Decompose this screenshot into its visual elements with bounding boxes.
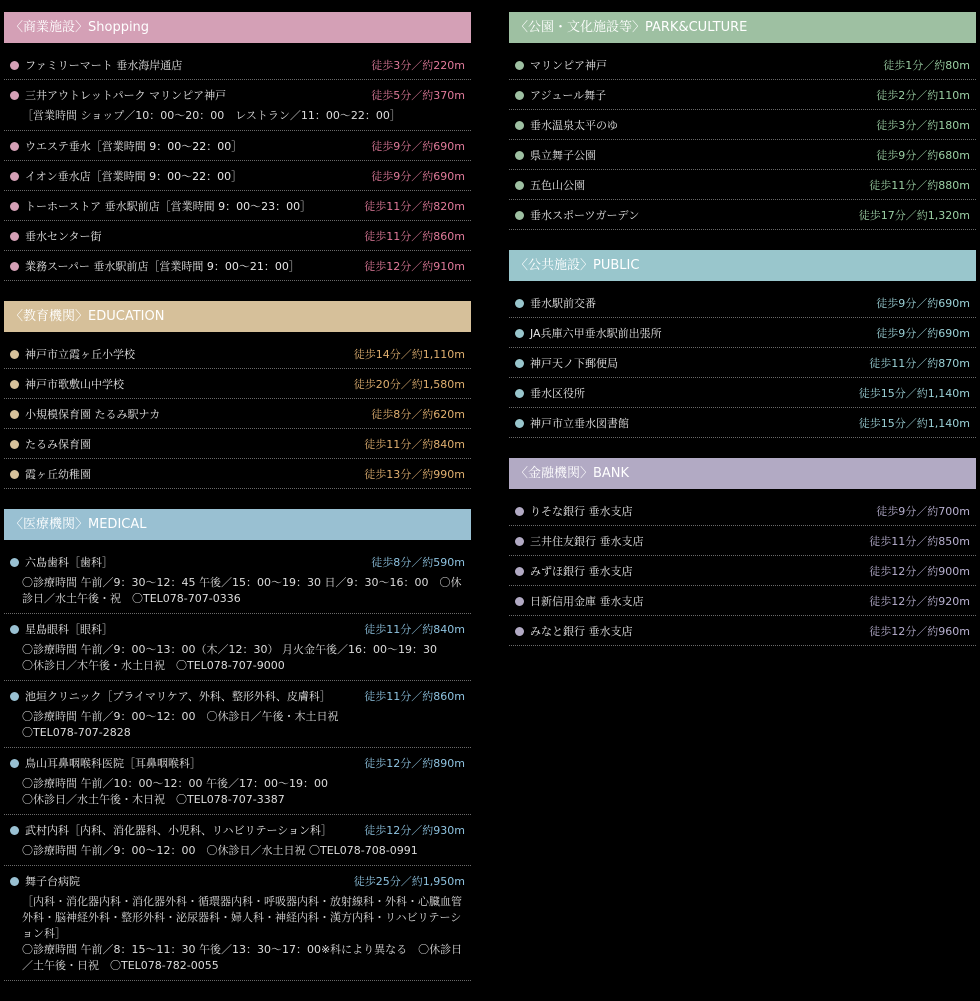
list-item-row	[515, 295, 970, 311]
walking-distance: 徒歩11分／約850m	[869, 535, 970, 548]
list-item	[509, 110, 976, 140]
facility-detail-line: ［内科・消化器内科・消化器外科・循環器内科・呼吸器内科・放射線科・外科・心臓血管外科・脳神経外科・整形外科・泌尿器科・婦人科・神経内科・漢方内科・リハビリテーション科］	[22, 895, 462, 940]
list-item	[4, 459, 471, 489]
list-item	[509, 170, 976, 200]
bullet-dot-icon	[515, 419, 524, 428]
bullet-dot-icon	[515, 567, 524, 576]
bullet-dot-icon	[515, 181, 524, 190]
list-item-row	[10, 57, 465, 73]
facility-name	[10, 688, 331, 704]
list-item-row	[10, 621, 465, 637]
facility-name	[10, 436, 91, 452]
walking-distance: 徒歩15分／約1,140m	[858, 387, 970, 400]
list-item-row	[515, 503, 970, 519]
bullet-dot-icon	[515, 537, 524, 546]
list-item-row	[515, 415, 970, 431]
bullet-dot-icon	[10, 826, 19, 835]
walking-distance: 徒歩12分／約960m	[869, 625, 970, 638]
facility-name	[515, 415, 629, 431]
walking-distance: 徒歩20分／約1,580m	[353, 378, 465, 391]
walking-distance: 徒歩12分／約910m	[364, 260, 465, 273]
list-item	[4, 251, 471, 281]
bullet-dot-icon	[515, 627, 524, 636]
bullet-dot-icon	[10, 410, 19, 419]
section-shopping	[4, 12, 471, 281]
walking-distance: 徒歩11分／約880m	[869, 179, 970, 192]
facility-name-text: JA兵庫六甲垂水駅前出張所	[530, 327, 662, 340]
facility-name	[10, 554, 113, 570]
list-item-row	[515, 207, 970, 223]
bullet-dot-icon	[515, 507, 524, 516]
list-item	[509, 200, 976, 230]
list-item	[509, 288, 976, 318]
list-item-row	[10, 258, 465, 274]
facility-name	[515, 57, 607, 73]
walking-distance: 徒歩11分／約840m	[364, 438, 465, 451]
facility-name	[10, 376, 124, 392]
bullet-dot-icon	[10, 625, 19, 634]
walking-distance: 徒歩3分／約180m	[876, 119, 970, 132]
list-item-row	[10, 688, 465, 704]
list-item-row	[10, 87, 465, 103]
facility-name-text: 神戸市立垂水図書館	[530, 417, 629, 430]
facility-name	[515, 325, 662, 341]
bullet-dot-icon	[10, 470, 19, 479]
list-item	[509, 318, 976, 348]
facility-name-text: 県立舞子公園	[530, 149, 596, 162]
section-header-bank: 〈金融機関〉BANK	[509, 458, 976, 489]
list-item-row	[10, 228, 465, 244]
list-item-row	[515, 563, 970, 579]
facility-list-education	[4, 339, 471, 489]
facility-list-public	[509, 288, 976, 438]
list-item	[4, 131, 471, 161]
list-item-row	[515, 623, 970, 639]
facility-name	[515, 117, 618, 133]
facility-name-text: みずほ銀行 垂水支店	[530, 565, 633, 578]
list-item-row	[10, 873, 465, 889]
list-item	[4, 866, 471, 981]
left-column	[4, 12, 471, 1001]
section-header-education: 〈教育機関〉EDUCATION	[4, 301, 471, 332]
facility-detail	[10, 894, 465, 974]
facility-detail-line: 〇診療時間 午前／10：00〜12：00 午後／17：00〜19：00	[22, 777, 328, 790]
list-item-row	[10, 346, 465, 362]
section-park	[509, 12, 976, 230]
bullet-dot-icon	[10, 759, 19, 768]
facility-list-medical	[4, 547, 471, 981]
facility-name-text: 垂水区役所	[530, 387, 585, 400]
list-item	[4, 815, 471, 866]
list-item	[509, 348, 976, 378]
section-public	[509, 250, 976, 438]
section-header-public: 〈公共施設〉PUBLIC	[509, 250, 976, 281]
section-education	[4, 301, 471, 489]
list-item	[4, 50, 471, 80]
facility-detail-line: 〇休診日／木午後・水土日祝 〇TEL078-707-9000	[22, 659, 285, 672]
walking-distance: 徒歩12分／約900m	[869, 565, 970, 578]
facility-detail	[10, 108, 465, 124]
walking-distance: 徒歩2分／約110m	[876, 89, 970, 102]
bullet-dot-icon	[10, 202, 19, 211]
facility-name	[515, 87, 606, 103]
list-item	[509, 496, 976, 526]
facility-name-text: 武村内科［内科、消化器科、小児科、リハビリテーション科］	[25, 824, 333, 837]
facility-detail-line: 〇診療時間 午前／9：00〜12：00 〇休診日／水土日祝 〇TEL078-708-0991	[22, 844, 418, 857]
facility-name	[10, 406, 160, 422]
bullet-dot-icon	[515, 359, 524, 368]
facility-name	[10, 198, 311, 214]
list-item	[509, 408, 976, 438]
section-bank	[509, 458, 976, 646]
bullet-dot-icon	[515, 121, 524, 130]
walking-distance: 徒歩9分／約690m	[876, 327, 970, 340]
walking-distance: 徒歩9分／約690m	[371, 140, 465, 153]
list-item	[4, 339, 471, 369]
bullet-dot-icon	[515, 329, 524, 338]
walking-distance: 徒歩11分／約840m	[364, 623, 465, 636]
list-item-row	[515, 385, 970, 401]
list-item-row	[515, 57, 970, 73]
facility-name	[10, 822, 332, 838]
list-item-row	[10, 168, 465, 184]
facility-name-text: 業務スーパー 垂水駅前店［営業時間 9：00〜21：00］	[25, 260, 300, 273]
facility-name-text: 垂水温泉太平のゆ	[530, 119, 618, 132]
facility-name-text: 小規模保育園 たるみ駅ナカ	[25, 408, 161, 421]
facility-name	[515, 177, 585, 193]
bullet-dot-icon	[515, 597, 524, 606]
walking-distance: 徒歩13分／約990m	[364, 468, 465, 481]
facility-name	[10, 755, 201, 771]
bullet-dot-icon	[10, 61, 19, 70]
bullet-dot-icon	[10, 232, 19, 241]
walking-distance: 徒歩11分／約860m	[364, 230, 465, 243]
walking-distance: 徒歩9分／約690m	[371, 170, 465, 183]
list-item	[509, 616, 976, 646]
walking-distance: 徒歩5分／約370m	[371, 89, 465, 102]
list-item-row	[515, 325, 970, 341]
facility-list-bank	[509, 496, 976, 646]
facility-name	[10, 168, 242, 184]
facility-name-text: 舞子台病院	[25, 875, 80, 888]
walking-distance: 徒歩11分／約870m	[869, 357, 970, 370]
list-item-row	[515, 117, 970, 133]
bullet-dot-icon	[10, 877, 19, 886]
facility-list-shopping	[4, 50, 471, 281]
list-item-row	[10, 406, 465, 422]
bullet-dot-icon	[10, 440, 19, 449]
facility-name-text: 池垣クリニック［プライマリケア、外科、整形外科、皮膚科］	[25, 690, 331, 703]
list-item	[4, 221, 471, 251]
list-item	[4, 80, 471, 131]
list-item-row	[515, 593, 970, 609]
bullet-dot-icon	[10, 172, 19, 181]
list-item-row	[515, 177, 970, 193]
bullet-dot-icon	[515, 151, 524, 160]
walking-distance: 徒歩14分／約1,110m	[353, 348, 465, 361]
facility-name-text: 霞ヶ丘幼稚園	[25, 468, 91, 481]
facility-name-text: 三井アウトレットパーク マリンピア神戸	[25, 89, 227, 102]
facility-name	[10, 228, 102, 244]
facility-detail-line: 〇TEL078-707-2828	[22, 726, 131, 739]
walking-distance: 徒歩25分／約1,950m	[353, 875, 465, 888]
facility-name	[10, 138, 242, 154]
list-item	[509, 556, 976, 586]
facility-name-text: アジュール舞子	[530, 89, 607, 102]
list-item-row	[10, 755, 465, 771]
list-item	[509, 80, 976, 110]
walking-distance: 徒歩8分／約620m	[371, 408, 465, 421]
list-item	[4, 399, 471, 429]
facility-name-text: ウエステ垂水［営業時間 9：00〜22：00］	[25, 140, 243, 153]
facility-name-text: 星島眼科［眼科］	[25, 623, 113, 636]
facility-name	[515, 593, 644, 609]
facility-name	[515, 533, 644, 549]
walking-distance: 徒歩9分／約680m	[876, 149, 970, 162]
walking-distance: 徒歩8分／約590m	[371, 556, 465, 569]
facility-name-text: マリンピア神戸	[530, 59, 607, 72]
facility-name-text: たるみ保育園	[25, 438, 91, 451]
facility-name-text: 垂水駅前交番	[530, 297, 596, 310]
list-item-row	[515, 533, 970, 549]
facility-name	[515, 295, 596, 311]
facility-detail-line: 〇診療時間 午前／9：00〜12：00 〇休診日／午後・木土日祝	[22, 710, 339, 723]
facility-name	[10, 466, 91, 482]
right-column	[509, 12, 976, 666]
bullet-dot-icon	[515, 91, 524, 100]
list-item-row	[10, 466, 465, 482]
facility-name-text: 六島歯科［歯科］	[25, 556, 113, 569]
section-medical	[4, 509, 471, 981]
walking-distance: 徒歩1分／約80m	[883, 59, 970, 72]
facility-detail	[10, 776, 465, 808]
facility-detail	[10, 575, 465, 607]
list-item	[4, 191, 471, 221]
bullet-dot-icon	[515, 299, 524, 308]
list-item-row	[10, 436, 465, 452]
facility-name-text: みなと銀行 垂水支店	[530, 625, 633, 638]
list-item-row	[10, 554, 465, 570]
facility-name-text: トーホーストア 垂水駅前店［営業時間 9：00〜23：00］	[25, 200, 312, 213]
facility-name	[515, 207, 639, 223]
section-header-shopping: 〈商業施設〉Shopping	[4, 12, 471, 43]
bullet-dot-icon	[10, 692, 19, 701]
bullet-dot-icon	[10, 350, 19, 359]
facility-name-text: ファミリーマート 垂水海岸通店	[25, 59, 183, 72]
list-item	[509, 50, 976, 80]
facility-name	[10, 346, 135, 362]
facility-name-text: 日新信用金庫 垂水支店	[530, 595, 644, 608]
facility-detail-line: 〇診療時間 午前／9：30〜12：45 午後／15：00〜19：30 日／9：30〜16：00 〇休診日／水土午後・祝 〇TEL078-707-0336	[22, 576, 462, 605]
facility-name	[515, 503, 633, 519]
list-item-row	[515, 87, 970, 103]
walking-distance: 徒歩11分／約820m	[364, 200, 465, 213]
facility-detail-line: 〇休診日／水土午後・木日祝 〇TEL078-707-3387	[22, 793, 285, 806]
facility-name-text: イオン垂水店［営業時間 9：00〜22：00］	[25, 170, 243, 183]
list-item	[509, 526, 976, 556]
section-header-medical: 〈医療機関〉MEDICAL	[4, 509, 471, 540]
bullet-dot-icon	[10, 91, 19, 100]
facility-detail	[10, 642, 465, 674]
facility-name	[10, 57, 182, 73]
facility-detail	[10, 709, 465, 741]
facility-name	[10, 873, 80, 889]
facility-name-text: 垂水センター街	[25, 230, 102, 243]
bullet-dot-icon	[515, 211, 524, 220]
walking-distance: 徒歩17分／約1,320m	[858, 209, 970, 222]
walking-distance: 徒歩12分／約920m	[869, 595, 970, 608]
list-item	[509, 378, 976, 408]
facility-detail-line: 〇診療時間 午前／9：00〜13：00（木／12：30） 月火金午後／16：00〜19：30	[22, 643, 437, 656]
list-item	[509, 586, 976, 616]
walking-distance: 徒歩3分／約220m	[371, 59, 465, 72]
facility-name	[515, 147, 596, 163]
facility-detail	[10, 843, 465, 859]
walking-distance: 徒歩12分／約890m	[364, 757, 465, 770]
facility-name-text: 垂水スポーツガーデン	[530, 209, 640, 222]
facility-name	[515, 355, 618, 371]
facility-name-text: 鳥山耳鼻咽喉科医院［耳鼻咽喉科］	[25, 757, 201, 770]
list-item	[509, 140, 976, 170]
walking-distance: 徒歩9分／約690m	[876, 297, 970, 310]
list-item	[4, 547, 471, 614]
list-item	[4, 429, 471, 459]
facility-name-text: 神戸市立霞ヶ丘小学校	[25, 348, 135, 361]
list-item-row	[10, 198, 465, 214]
facility-name-text: 神戸市歌敷山中学校	[25, 378, 124, 391]
walking-distance: 徒歩15分／約1,140m	[858, 417, 970, 430]
walking-distance: 徒歩11分／約860m	[364, 690, 465, 703]
list-item-row	[10, 138, 465, 154]
walking-distance: 徒歩12分／約930m	[364, 824, 465, 837]
list-item	[4, 681, 471, 748]
bullet-dot-icon	[515, 61, 524, 70]
facility-detail-line: ［営業時間 ショップ／10：00〜20：00 レストラン／11：00〜22：00］	[22, 109, 401, 122]
section-header-park: 〈公園・文化施設等〉PARK&CULTURE	[509, 12, 976, 43]
walking-distance: 徒歩9分／約700m	[876, 505, 970, 518]
list-item-row	[10, 822, 465, 838]
list-item-row	[515, 147, 970, 163]
bullet-dot-icon	[515, 389, 524, 398]
facility-name-text: 三井住友銀行 垂水支店	[530, 535, 644, 548]
list-item-row	[10, 376, 465, 392]
facility-name	[10, 87, 226, 103]
bullet-dot-icon	[10, 262, 19, 271]
list-item-row	[515, 355, 970, 371]
bullet-dot-icon	[10, 558, 19, 567]
facility-name	[515, 563, 633, 579]
list-item	[4, 748, 471, 815]
facility-name-text: 五色山公園	[530, 179, 585, 192]
facility-name-text: りそな銀行 垂水支店	[530, 505, 633, 518]
facility-name	[10, 621, 113, 637]
facility-name-text: 神戸天ノ下郵便局	[530, 357, 618, 370]
list-item	[4, 161, 471, 191]
bullet-dot-icon	[10, 380, 19, 389]
facility-name	[515, 385, 585, 401]
facility-name	[10, 258, 300, 274]
facility-list-park	[509, 50, 976, 230]
list-item	[4, 614, 471, 681]
facility-detail-line: 〇診療時間 午前／8：15〜11：30 午後／13：30〜17：00※科により異なる 〇休診日／土午後・日祝 〇TEL078-782-0055	[22, 943, 463, 972]
bullet-dot-icon	[10, 142, 19, 151]
facility-name	[515, 623, 633, 639]
list-item	[4, 369, 471, 399]
